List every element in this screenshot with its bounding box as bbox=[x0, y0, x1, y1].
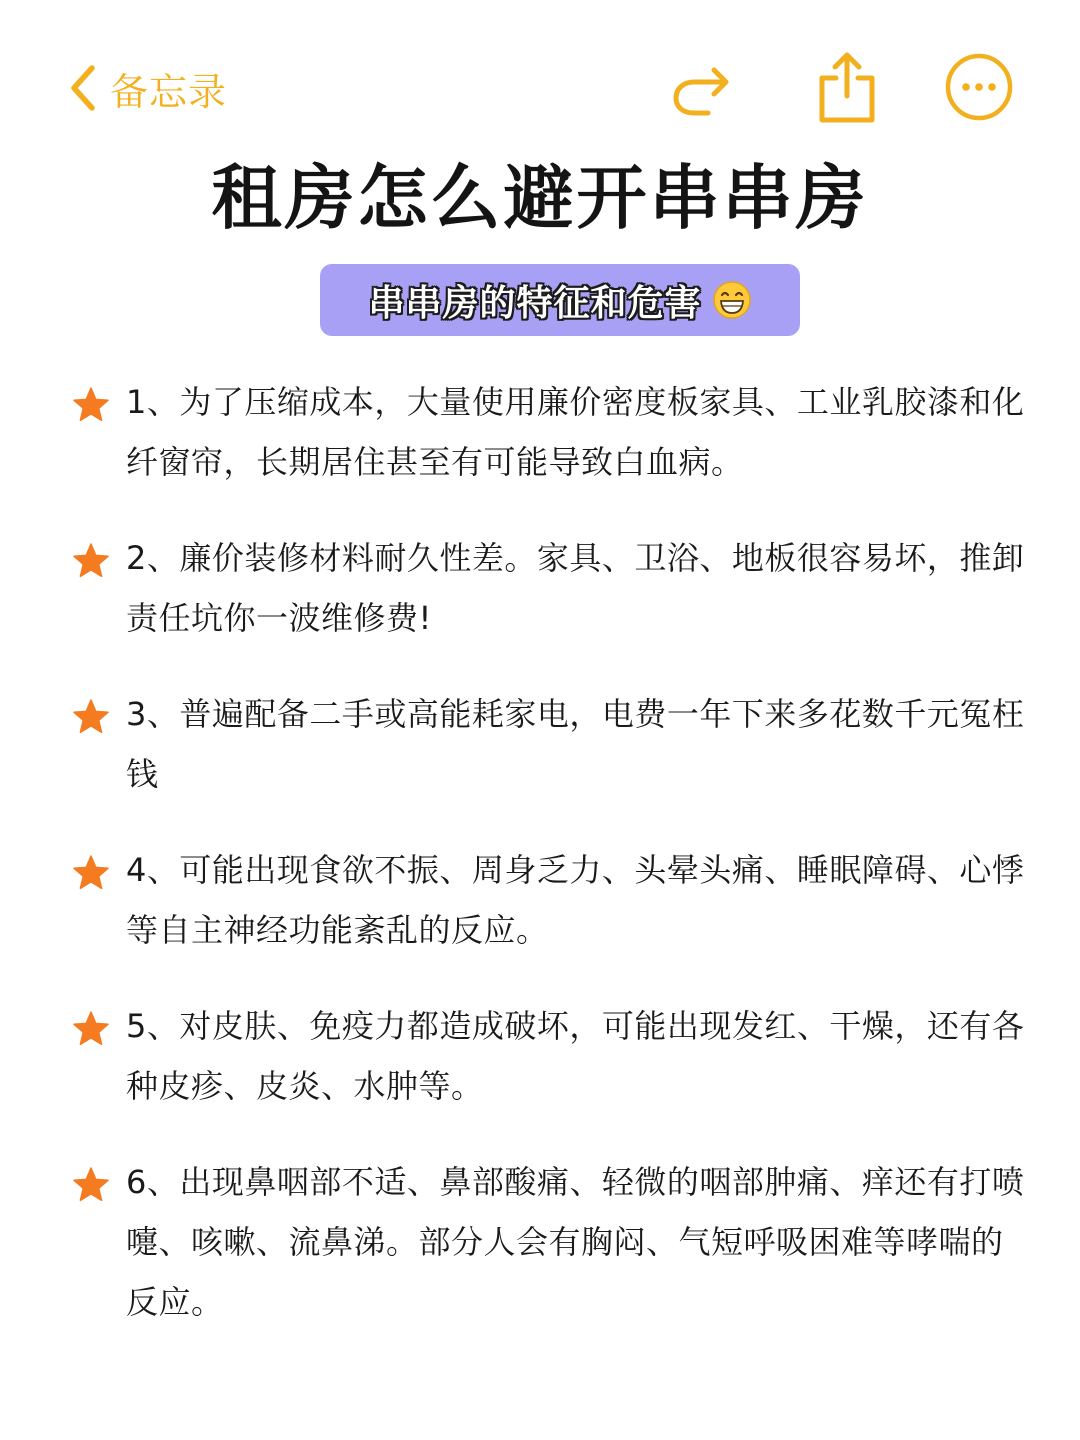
back-label: 备忘录 bbox=[110, 69, 228, 114]
star-icon bbox=[72, 1010, 110, 1048]
star-icon bbox=[72, 854, 110, 892]
list-item-text: 2、廉价装修材料耐久性差。家具、卫浴、地板很容易坏，推卸责任坑你一波维修费! bbox=[126, 539, 1025, 637]
chevron-left-icon bbox=[68, 64, 98, 112]
star-icon bbox=[72, 1166, 110, 1204]
page-title: 租房怎么避开串串房 bbox=[211, 157, 869, 239]
subtitle-text: 串串房的特征和危害 bbox=[368, 282, 702, 324]
list-item-text: 4、可能出现食欲不振、周身乏力、头晕头痛、睡眠障碍、心悸等自主神经功能紊乱的反应。 bbox=[126, 851, 1025, 949]
share-button[interactable] bbox=[816, 50, 878, 124]
share-icon bbox=[816, 50, 878, 124]
more-button[interactable] bbox=[944, 52, 1014, 122]
redo-button[interactable] bbox=[668, 56, 732, 120]
grinning-face-icon bbox=[712, 280, 752, 320]
list-item-text: 6、出现鼻咽部不适、鼻部酸痛、轻微的咽部肿痛、痒还有打喷嚏、咳嗽、流鼻涕。部分人会有胸闷、气短呼吸困难等哮喘的反应。 bbox=[126, 1163, 1025, 1321]
star-icon bbox=[72, 698, 110, 736]
more-icon bbox=[944, 52, 1014, 122]
star-icon bbox=[72, 542, 110, 580]
star-icon bbox=[72, 386, 110, 424]
list-item-text: 1、为了压缩成本，大量使用廉价密度板家具、工业乳胶漆和化纤窗帘，长期居住甚至有可能导致白血病。 bbox=[126, 383, 1025, 481]
back-button[interactable] bbox=[68, 58, 227, 118]
list-item-text: 5、对皮肤、免疫力都造成破坏，可能出现发红、干燥，还有各种皮疹、皮炎、水肿等。 bbox=[126, 1007, 1025, 1105]
subtitle-badge bbox=[320, 264, 800, 336]
redo-icon bbox=[668, 56, 732, 120]
navigation-bar bbox=[0, 0, 1080, 176]
list-item-text: 3、普遍配备二手或高能耗家电，电费一年下来多花数千元冤枉钱 bbox=[126, 695, 1025, 793]
